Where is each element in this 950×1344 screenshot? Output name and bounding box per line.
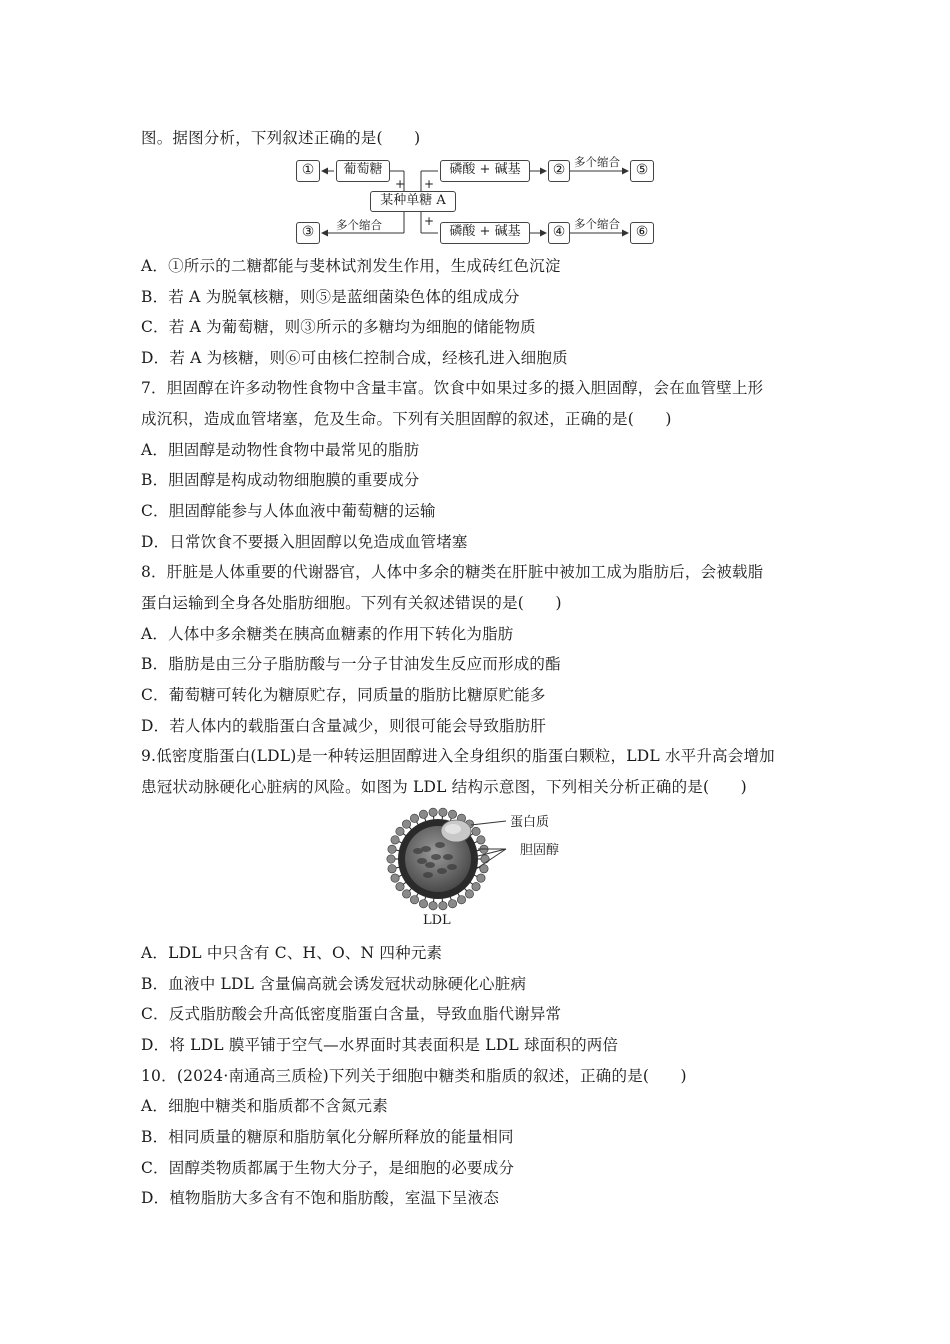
q8-stem-line-2: 蛋白运输到全身各处脂肪细胞。下列有关叙述错误的是( ) xyxy=(141,594,562,612)
q8-option-c: C．葡萄糖可转化为糖原贮存，同质量的脂肪比糖原贮能多 xyxy=(141,686,546,704)
q10-stem: 10．(2024·南通高三质检)下列关于细胞中糖类和脂质的叙述，正确的是( ) xyxy=(141,1067,687,1085)
plus-sign-1: + xyxy=(395,177,406,191)
q9-option-b: B．血液中 LDL 含量偏高就会诱发冠状动脉硬化心脏病 xyxy=(141,975,527,993)
plus-sign-3: + xyxy=(424,214,435,228)
monosaccharide-diagram xyxy=(292,156,660,248)
q8-stem-line-1: 8．肝脏是人体重要的代谢器官，人体中多余的糖类在肝脏中被加工成为脂肪后，会被载脂 xyxy=(141,563,764,581)
condense-left-label: 多个缩合 xyxy=(336,218,382,232)
q6-option-b: B．若 A 为脱氧核糖，则⑤是蓝细菌染色体的组成成分 xyxy=(141,288,520,306)
q7-option-a: A．胆固醇是动物性食物中最常见的脂肪 xyxy=(141,441,420,459)
q10-option-d: D．植物脂肪大多含有不饱和脂肪酸，室温下呈液态 xyxy=(141,1189,500,1207)
q7-stem-line-1: 7．胆固醇在许多动物性食物中含量丰富。饮食中如果过多的摄入胆固醇，会在血管壁上形 xyxy=(141,379,764,397)
node-1: ① xyxy=(296,160,320,182)
q7-option-c: C．胆固醇能参与人体血液中葡萄糖的运输 xyxy=(141,502,436,520)
phosphate-base-bottom-box: 磷酸 + 碱基 xyxy=(440,222,530,244)
q10-option-a: A．细胞中糖类和脂质都不含氮元素 xyxy=(141,1097,388,1115)
q8-option-a: A．人体中多余糖类在胰高血糖素的作用下转化为脂肪 xyxy=(141,625,514,643)
q8-option-d: D．若人体内的载脂蛋白含量减少，则很可能会导致脂肪肝 xyxy=(141,717,547,735)
q7-option-b: B．胆固醇是构成动物细胞膜的重要成分 xyxy=(141,471,420,489)
q9-option-d: D．将 LDL 膜平铺于空气—水界面时其表面积是 LDL 球面积的两倍 xyxy=(141,1036,619,1054)
q9-stem-line-2: 患冠状动脉硬化心脏病的风险。如图为 LDL 结构示意图，下列相关分析正确的是( ) xyxy=(141,778,747,796)
cholesterol-label: 胆固醇 xyxy=(520,843,560,858)
q6-option-d: D．若 A 为核糖，则⑥可由核仁控制合成，经核孔进入细胞质 xyxy=(141,349,568,367)
ldl-particle-illustration xyxy=(378,805,588,935)
condense-top-label: 多个缩合 xyxy=(574,155,620,169)
node-5: ⑤ xyxy=(630,160,654,182)
q10-option-c: C．固醇类物质都属于生物大分子，是细胞的必要成分 xyxy=(141,1159,515,1177)
monosaccharide-a-box: 某种单糖 A xyxy=(370,191,456,212)
ldl-caption: LDL xyxy=(423,913,451,928)
ldl-structure-figure xyxy=(378,805,588,935)
q6-option-a: A．①所示的二糖都能与斐林试剂发生作用，生成砖红色沉淀 xyxy=(141,257,561,275)
q10-option-b: B．相同质量的糖原和脂肪氧化分解所释放的能量相同 xyxy=(141,1128,514,1146)
plus-sign-2: + xyxy=(424,177,435,191)
q8-option-b: B．脂肪是由三分子脂肪酸与一分子甘油发生反应而形成的酯 xyxy=(141,655,561,673)
q7-option-d: D．日常饮食不要摄入胆固醇以免造成血管堵塞 xyxy=(141,533,468,551)
q9-option-a: A．LDL 中只含有 C、H、O、N 四种元素 xyxy=(141,944,443,962)
glucose-box: 葡萄糖 xyxy=(336,160,390,182)
condense-bottom-label: 多个缩合 xyxy=(574,217,620,231)
q9-stem-line-1: 9.低密度脂蛋白(LDL)是一种转运胆固醇进入全身组织的脂蛋白颗粒，LDL 水平升高会增加 xyxy=(141,747,775,765)
node-3: ③ xyxy=(296,222,320,244)
node-2: ② xyxy=(548,160,570,182)
q6-option-c: C．若 A 为葡萄糖，则③所示的多糖均为细胞的储能物质 xyxy=(141,318,536,336)
protein-label: 蛋白质 xyxy=(510,815,550,830)
q9-option-c: C．反式脂肪酸会升高低密度脂蛋白含量，导致血脂代谢异常 xyxy=(141,1005,562,1023)
q7-stem-line-2: 成沉积，造成血管堵塞，危及生命。下列有关胆固醇的叙述，正确的是( ) xyxy=(141,410,672,428)
phosphate-base-top-box: 磷酸 + 碱基 xyxy=(440,160,530,182)
node-6: ⑥ xyxy=(630,222,654,244)
q6-stem-tail: 图。据图分析，下列叙述正确的是( ) xyxy=(141,129,421,147)
node-4: ④ xyxy=(548,222,570,244)
